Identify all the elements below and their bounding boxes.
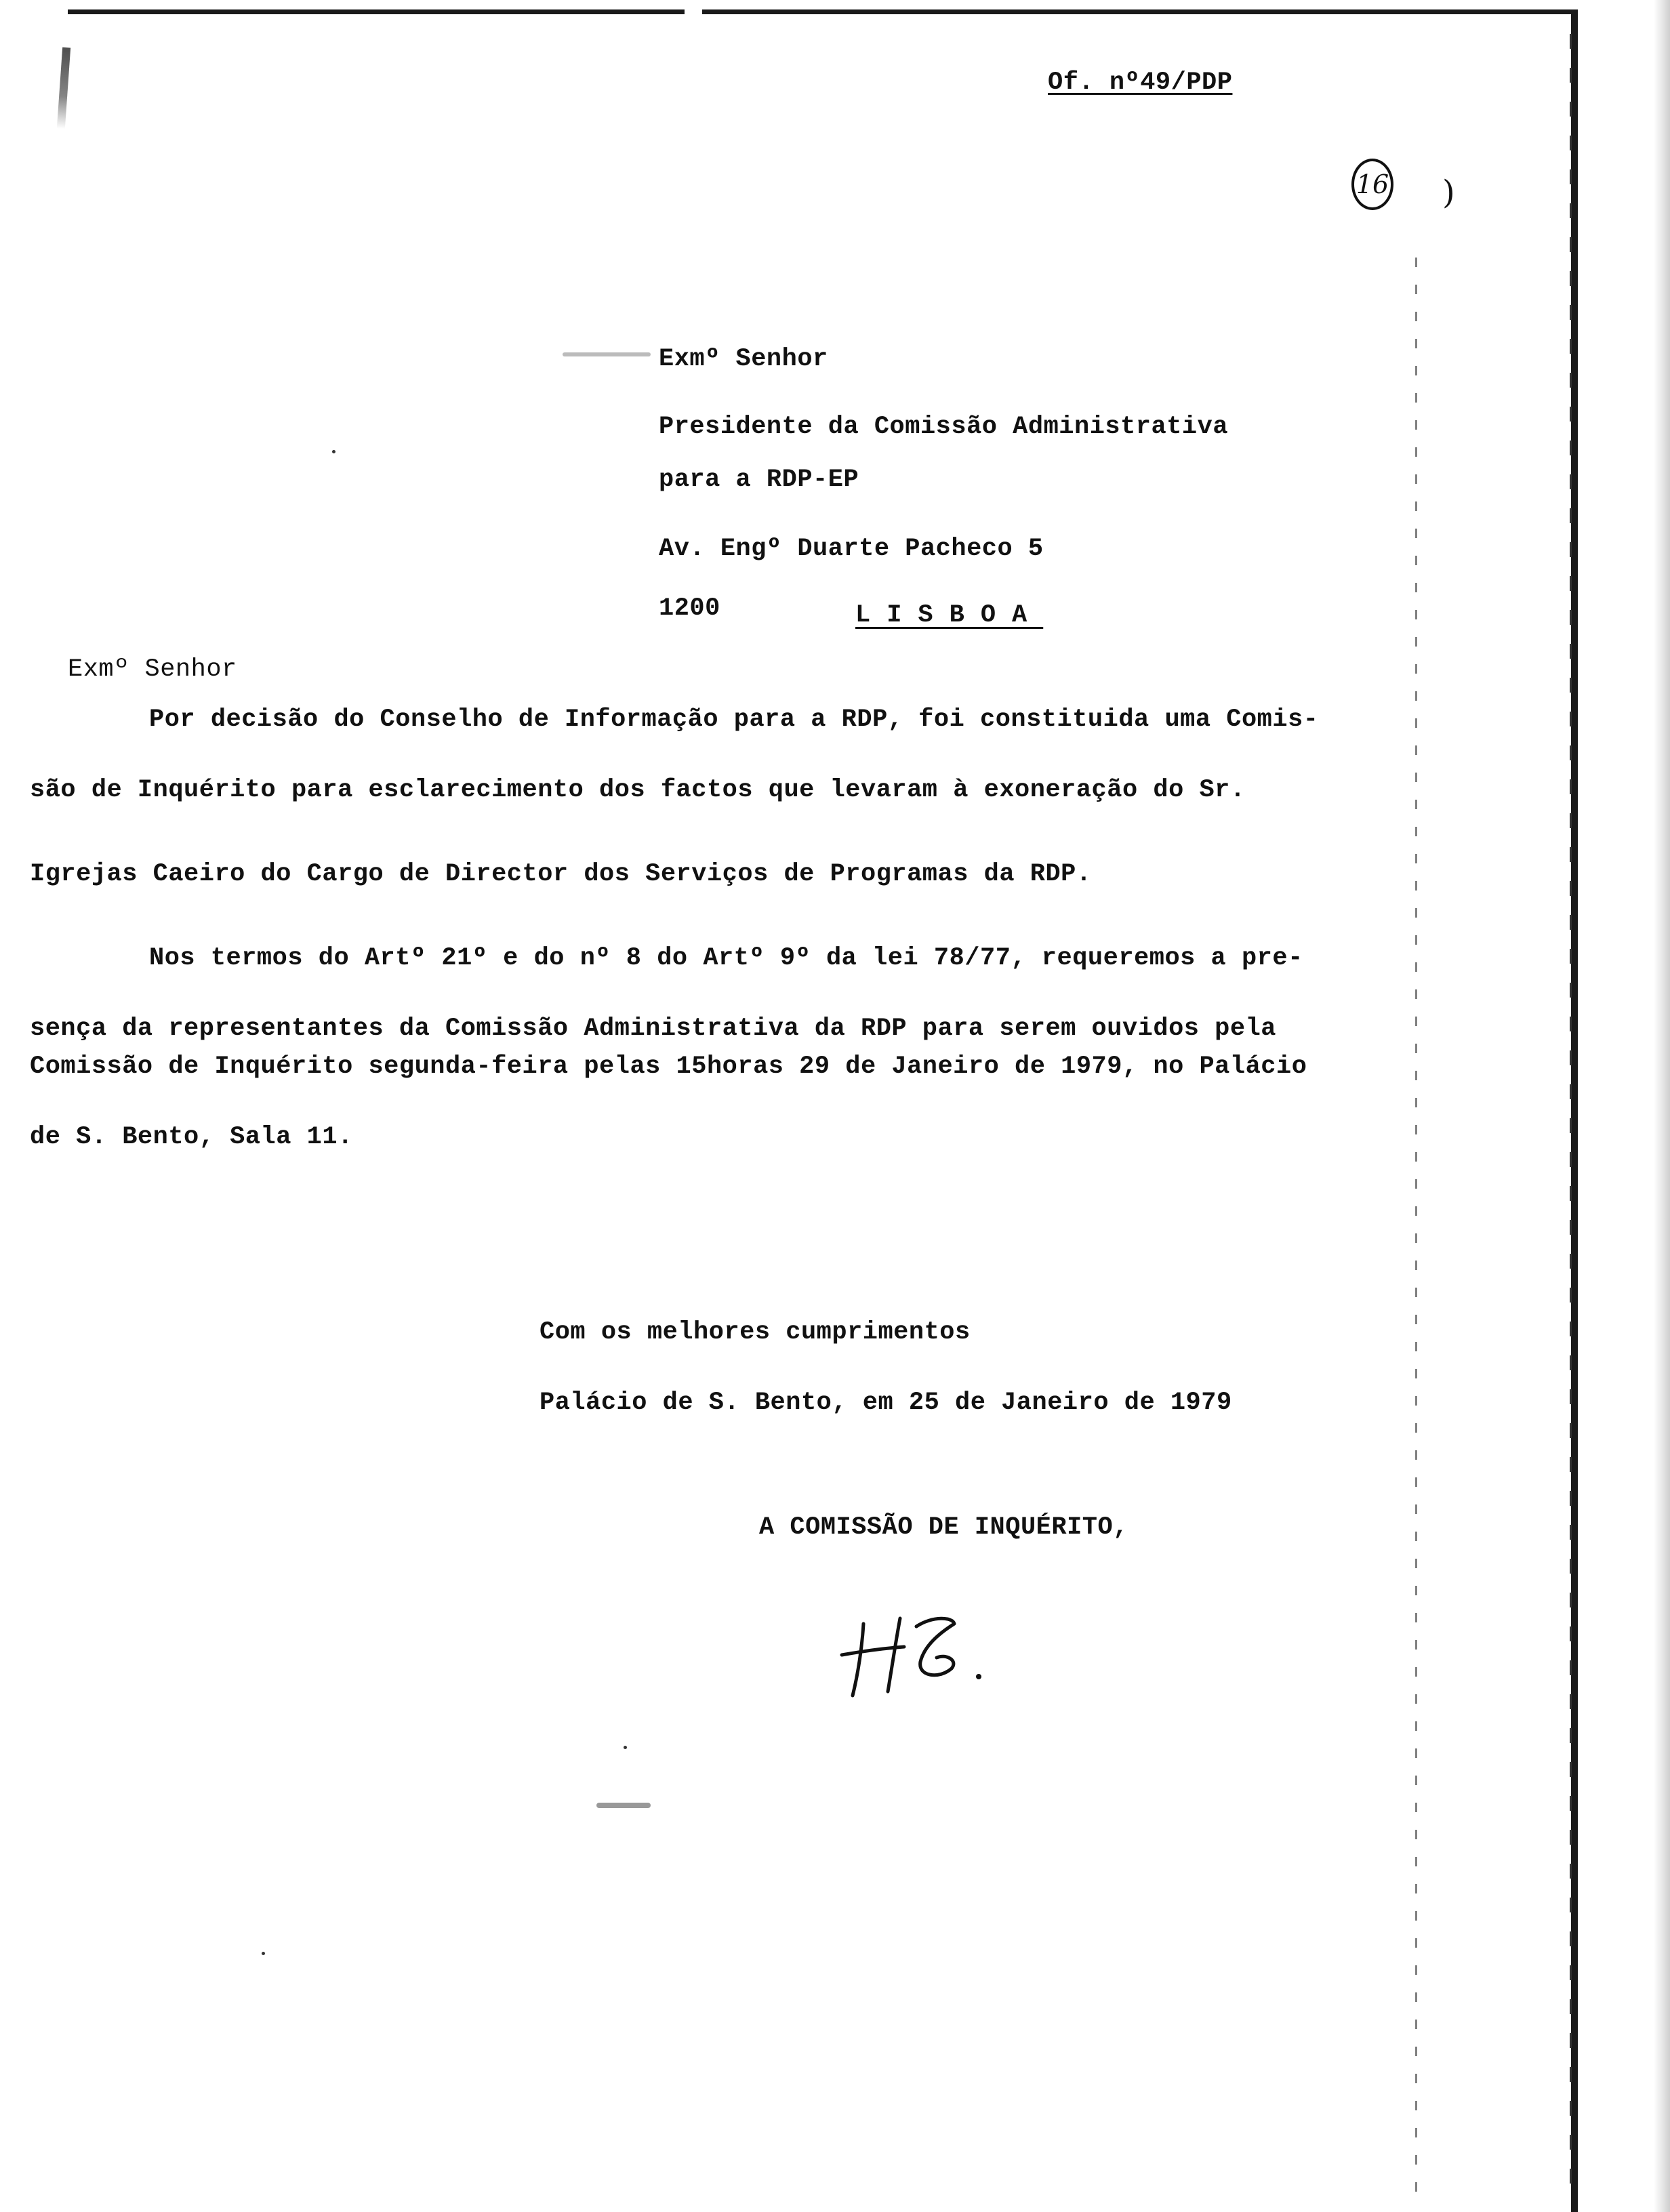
paragraph-2-line: Comissão de Inquérito segunda-feira pelas 15horas 29 de Janeiro de 1979, no Palácio: [30, 1052, 1307, 1081]
paragraph-1-line: Por decisão do Conselho de Informação para a RDP, foi constituida uma Comis-: [149, 705, 1319, 734]
scan-speck: [332, 450, 335, 453]
folio-mark: ): [1442, 173, 1455, 211]
paragraph-2-line: de S. Bento, Sala 11.: [30, 1123, 353, 1151]
recipient-organization: para a RDP-EP: [659, 466, 859, 494]
paragraph-2-line: sença da representantes da Comissão Administrativa da RDP para serem ouvidos pela: [30, 1015, 1276, 1043]
recipient-postcode: 1200: [659, 594, 720, 623]
salutation: Exmº Senhor: [68, 655, 237, 684]
scan-smudge: [563, 352, 651, 356]
scan-edge-shadow: [1654, 0, 1670, 2212]
folio-number-stamp: 16: [1351, 159, 1393, 210]
recipient-position: Presidente da Comissão Administrativa: [659, 413, 1229, 441]
signatory: A COMISSÃO DE INQUÉRITO,: [759, 1513, 1128, 1542]
scan-speck: [262, 1952, 265, 1955]
scan-top-gap: [685, 7, 702, 18]
closing-greeting: Com os melhores cumprimentos: [539, 1318, 971, 1347]
paragraph-1-line: são de Inquérito para esclarecimento dos factos que levaram à exoneração do Sr.: [30, 776, 1246, 804]
recipient-title: Exmº Senhor: [659, 345, 828, 373]
paragraph-1-line: Igrejas Caeiro do Cargo de Director dos Serviços de Programas da RDP.: [30, 860, 1092, 888]
scan-bleed-through: [1415, 258, 1417, 2196]
scan-left-mark: [57, 47, 70, 129]
scan-right-bleed: [1570, 34, 1572, 2203]
place-and-date: Palácio de S. Bento, em 25 de Janeiro de 1979: [539, 1389, 1232, 1417]
scan-right-border: [1571, 9, 1578, 2212]
handwritten-signature: [838, 1606, 1014, 1701]
scan-smudge: [596, 1803, 651, 1808]
recipient-city: LISBOA: [855, 601, 1044, 630]
reference-number: Of. nº49/PDP: [1048, 68, 1233, 97]
scan-speck: [624, 1746, 627, 1749]
recipient-street: Av. Engº Duarte Pacheco 5: [659, 535, 1044, 563]
paragraph-2-line: Nos termos do Artº 21º e do nº 8 do Artº 9º da lei 78/77, requeremos a pre-: [149, 944, 1303, 972]
scan-top-rule: [68, 9, 1572, 14]
